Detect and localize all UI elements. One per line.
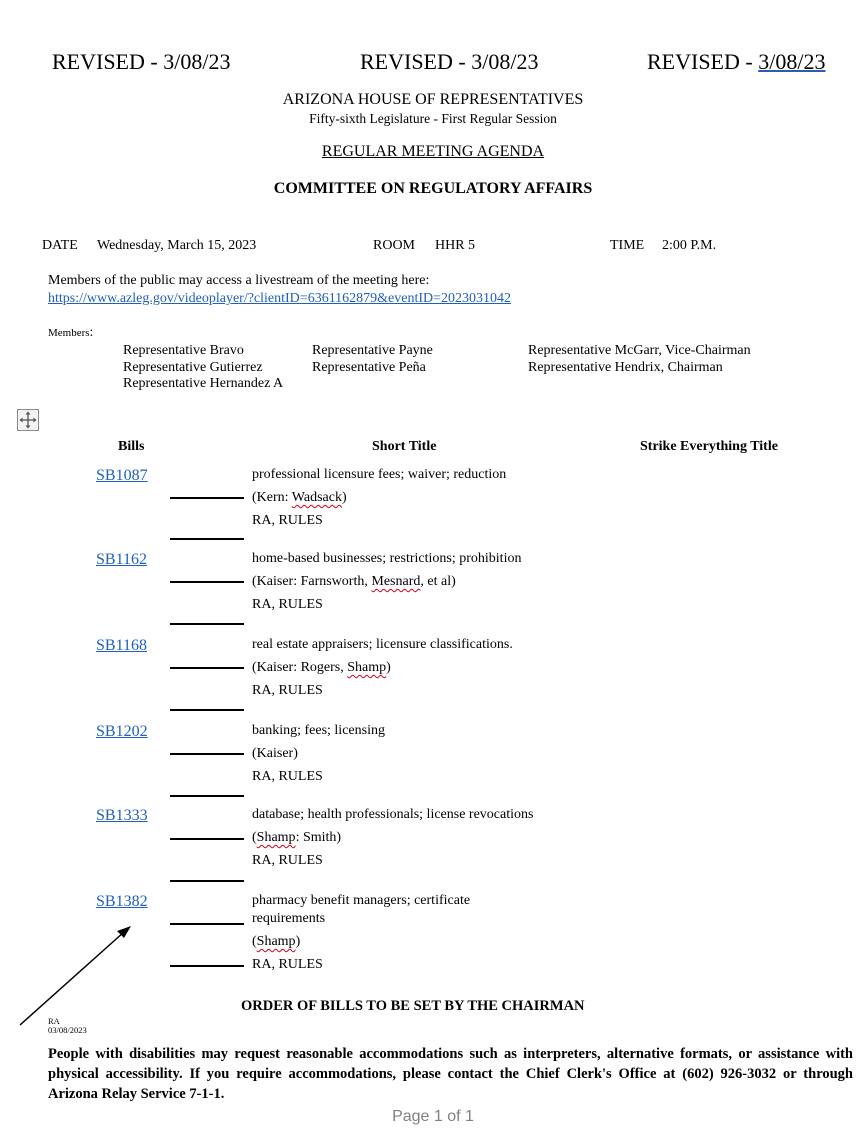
committee-title: COMMITTEE ON REGULATORY AFFAIRS — [273, 180, 593, 197]
member-item: Representative Hernandez A — [123, 376, 284, 391]
blank-line — [170, 538, 244, 540]
members-colon: : — [89, 325, 94, 340]
house-title: ARIZONA HOUSE OF REPRESENTATIVES — [282, 91, 584, 108]
session-subtitle: Fifty-sixth Legislature - First Regular Session — [309, 111, 557, 126]
blank-line — [170, 667, 244, 669]
date-value: Wednesday, March 15, 2023 — [97, 238, 257, 253]
revised-date-underlined: 3/08/23 — [758, 49, 826, 74]
revised-header-right — [647, 49, 825, 75]
sponsor-text: (Kern: — [252, 490, 292, 505]
bill-link-sb1382[interactable]: SB1382 — [96, 893, 148, 910]
blank-line — [170, 581, 244, 583]
bill-committees: RA, RULES — [252, 769, 323, 784]
column-header-strike-everything: Strike Everything Title — [640, 439, 778, 454]
sponsor-text: , et al) — [420, 574, 456, 589]
bill-sponsor — [252, 934, 300, 950]
sponsor-text: ) — [341, 490, 347, 505]
bill-committees: RA, RULES — [252, 597, 323, 612]
column-header-short-title: Short Title — [372, 439, 437, 454]
bill-short-title: professional licensure fees; waiver; reduction — [252, 467, 507, 482]
time-value: 2:00 P.M. — [662, 238, 717, 253]
bill-link-sb1168[interactable]: SB1168 — [96, 637, 147, 654]
room-value: HHR 5 — [435, 238, 476, 253]
blank-line — [170, 497, 244, 499]
sponsor-text: ) — [295, 934, 301, 949]
sponsor-text: (Kaiser: Farnsworth, — [252, 574, 372, 589]
bill-sponsor — [252, 574, 456, 590]
sponsor-text: (Kaiser: Rogers, — [252, 660, 348, 675]
member-item: Representative McGarr, Vice-Chairman — [528, 343, 751, 358]
sponsor-text: ( — [252, 934, 257, 949]
sponsor-text: ) — [386, 660, 391, 675]
sponsor-flagged: Mesnard — [371, 574, 421, 589]
stamp-date: 03/08/2023 — [48, 1025, 87, 1035]
blank-line — [170, 880, 244, 882]
blank-line — [170, 709, 244, 711]
livestream-text: Members of the public may access a livestream of the meeting here: — [48, 273, 430, 288]
date-label: DATE — [42, 238, 78, 253]
move-icon[interactable] — [17, 409, 39, 431]
sponsor-flagged: Shamp — [256, 934, 296, 949]
bill-link-sb1333[interactable]: SB1333 — [96, 807, 148, 824]
bill-sponsor — [252, 830, 341, 846]
order-note: ORDER OF BILLS TO BE SET BY THE CHAIRMAN — [241, 998, 585, 1014]
sponsor-text: : Smith) — [295, 830, 342, 845]
bill-link-sb1162[interactable]: SB1162 — [96, 551, 147, 568]
members-label-text: Members — [48, 327, 90, 339]
bill-committees: RA, RULES — [252, 513, 323, 528]
bill-link-sb1202[interactable]: SB1202 — [96, 723, 148, 740]
member-item: Representative Hendrix, Chairman — [528, 360, 723, 375]
accessibility-note: People with disabilities may request reasonable accommodations such as interpreters, alternative formats, or assistance with physical accessibility. If you require accommodations, please contact the Chief Clerk's Office at (602) 926-3032 or through Arizona Relay Service 7-1-1. — [48, 1046, 853, 1102]
sponsor-flagged: Shamp — [347, 660, 387, 675]
bill-short-title: database; health professionals; license revocations — [252, 807, 534, 822]
page-indicator: Page 1 of 1 — [392, 1108, 474, 1125]
room-label: ROOM — [373, 238, 416, 253]
revised-header-center: REVISED - 3/08/23 — [360, 49, 539, 74]
member-item: Representative Peña — [312, 360, 426, 375]
bill-short-title: real estate appraisers; licensure classifications. — [252, 637, 513, 652]
sponsor-flagged: Shamp — [256, 830, 296, 845]
sponsor-flagged: Wadsack — [291, 490, 342, 505]
member-item: Representative Payne — [312, 343, 433, 358]
revised-header-left: REVISED - 3/08/23 — [52, 49, 231, 74]
blank-line — [170, 965, 244, 967]
blank-line — [170, 623, 244, 625]
livestream-link[interactable]: https://www.azleg.gov/videoplayer/?clientID=6361162879&eventID=2023031042 — [48, 291, 512, 306]
bill-link-sb1087[interactable]: SB1087 — [96, 467, 148, 484]
bill-committees: RA, RULES — [252, 853, 323, 868]
time-label: TIME — [610, 238, 645, 253]
members-label — [48, 325, 93, 341]
bill-short-title-cont: requirements — [252, 911, 326, 926]
blank-line — [170, 795, 244, 797]
bill-short-title: home-based businesses; restrictions; prohibition — [252, 551, 522, 566]
bill-committees: RA, RULES — [252, 957, 323, 972]
stamp-code: RA — [48, 1016, 60, 1026]
blank-line — [170, 923, 244, 925]
blank-line — [170, 838, 244, 840]
sponsor-text: ( — [252, 830, 257, 845]
agenda-title: REGULAR MEETING AGENDA — [321, 143, 545, 160]
member-item: Representative Gutierrez — [123, 360, 263, 375]
blank-line — [170, 753, 244, 755]
bill-short-title: banking; fees; licensing — [252, 723, 385, 738]
bill-sponsor — [252, 746, 298, 762]
annotation-arrow-icon — [0, 920, 160, 1030]
member-item: Representative Bravo — [123, 343, 244, 358]
bill-short-title: pharmacy benefit managers; certificate — [252, 893, 471, 908]
revised-prefix: REVISED - — [647, 49, 759, 74]
sponsor-text: (Kaiser) — [252, 746, 298, 761]
column-header-bills: Bills — [118, 439, 145, 454]
bill-sponsor — [252, 660, 391, 676]
bill-committees: RA, RULES — [252, 683, 323, 698]
bill-sponsor — [252, 490, 347, 506]
